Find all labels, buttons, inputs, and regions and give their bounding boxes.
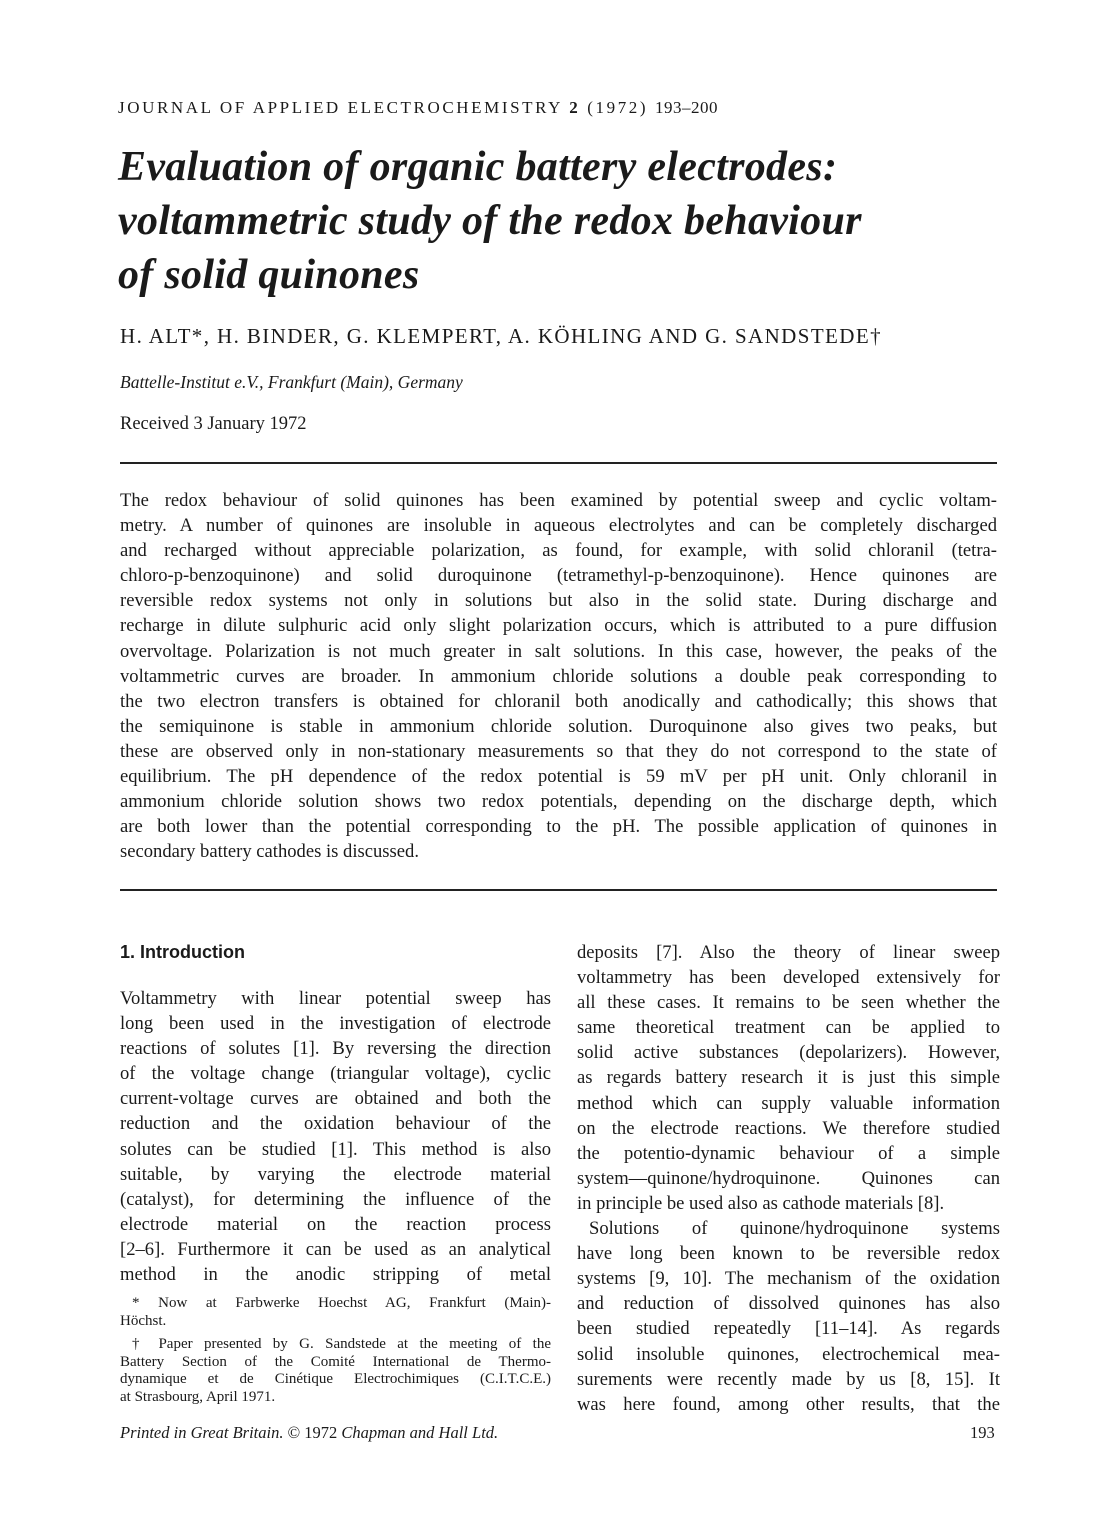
body-line: on the electrode reactions. We therefore studied [577, 1117, 1000, 1139]
printed-notice [120, 1423, 498, 1443]
body-line: reduction and the oxidation behaviour of the [120, 1113, 551, 1135]
body-line: reactions of solutes [1]. By reversing the direction [120, 1038, 551, 1060]
footnotes [120, 1295, 551, 1406]
footnote-line: at Strasbourg, April 1971. [120, 1388, 276, 1405]
body-line: solid active substances (depolarizers). However, [577, 1042, 1000, 1064]
abstract-line: reversible redox systems not only in solutions but also in the solid state. During discharge and [120, 590, 997, 612]
body-line: was here found, among other results, that the [577, 1393, 1000, 1415]
footnote-line: * Now at Farbwerke Hoechst AG, Frankfurt (Main)- [132, 1295, 551, 1312]
body-line: have long been known to be reversible redox [577, 1243, 1000, 1265]
abstract-line: voltammetric curves are broader. In ammonium chloride solutions a double peak corresponding to [120, 665, 997, 687]
body-line: same theoretical treatment can be applied to [577, 1017, 1000, 1039]
footnote-line: Battery Section of the Comité International de Thermo- [120, 1353, 551, 1370]
body-line: solutes can be studied [1]. This method is also [120, 1138, 551, 1160]
body-line: deposits [7]. Also the theory of linear sweep [577, 942, 1000, 963]
abstract-line: The redox behaviour of solid quinones has been examined by potential sweep and cyclic voltam- [120, 490, 997, 511]
abstract-line: ammonium chloride solution shows two redox potentials, depending on the discharge depth, which [120, 791, 997, 813]
left-column [120, 940, 551, 1412]
abstract-line: metry. A number of quinones are insoluble in aqueous electrolytes and can be completely discharged [120, 515, 997, 537]
printed-location: Printed in Great Britain. [120, 1423, 284, 1442]
body-line: voltammetry has been developed extensively for [577, 967, 1000, 989]
body-line: Voltammetry with linear potential sweep has [120, 988, 551, 1009]
title-line: of solid quinones [118, 252, 420, 298]
abstract-bottom-rule [120, 889, 997, 891]
author-list: H. ALT*, H. BINDER, G. KLEMPERT, A. KÖHLING AND G. SANDSTEDE† [120, 324, 882, 348]
body-line: method in the anodic stripping of metal [120, 1264, 551, 1286]
abstract-line: overvoltage. Polarization is not much greater in salt solutions. In this case, however, the peaks of the [120, 640, 997, 662]
body-line: and reduction of dissolved quinones has also [577, 1293, 1000, 1315]
journal-name: JOURNAL OF APPLIED ELECTROCHEMISTRY [118, 98, 563, 117]
abstract-line: are both lower than the potential corresponding to the pH. The possible application of quinones in [120, 816, 997, 838]
body-line: in principle be used also as cathode materials [8]. [577, 1192, 945, 1214]
body-line: systems [9, 10]. The mechanism of the oxidation [577, 1268, 1000, 1290]
abstract-line: these are observed only in non-stationary measurements so that they do not correspond to the state of [120, 740, 997, 762]
abstract-line: the two electron transfers is obtained for chloranil both anodically and cathodically; this shows that [120, 690, 997, 712]
body-line: all these cases. It remains to be seen whether the [577, 992, 1000, 1014]
body-line: system—quinone/hydroquinone. Quinones can [577, 1167, 1000, 1189]
abstract-line: and recharged without appreciable polarization, as found, for example, with solid chloranil (tetra- [120, 540, 997, 562]
title-line: voltammetric study of the redox behaviour [118, 198, 862, 244]
page-number: 193 [970, 1423, 995, 1442]
body-line: of the voltage change (triangular voltage), cyclic [120, 1063, 551, 1085]
footnote-author-affiliation [120, 1295, 551, 1330]
journal-header [118, 98, 718, 118]
body-line: (catalyst), for determining the influence of the [120, 1188, 551, 1210]
body-line: long been used in the investigation of electrode [120, 1013, 551, 1035]
abstract-top-rule [120, 462, 997, 464]
section-heading: 1. Introduction [120, 942, 245, 962]
title-line: Evaluation of organic battery electrodes: [118, 144, 838, 190]
journal-pages: 193–200 [655, 98, 719, 117]
body-line: Solutions of quinone/hydroquinone systems [589, 1218, 1000, 1240]
body-line: as regards battery research it is just this simple [577, 1067, 1000, 1089]
journal-volume: 2 [569, 98, 581, 117]
intro-paragraph-2 [577, 1216, 1000, 1417]
intro-paragraph [120, 986, 551, 1287]
footnote-line: Höchst. [120, 1312, 167, 1329]
intro-paragraph-continued [577, 940, 1000, 1216]
body-line: solid insoluble quinones, electrochemical mea- [577, 1343, 1000, 1365]
received-date: Received 3 January 1972 [120, 414, 307, 434]
body-line: been studied repeatedly [11–14]. As regards [577, 1318, 1000, 1340]
footnote-presentation [120, 1336, 551, 1406]
abstract-line: the semiquinone is stable in ammonium chloride solution. Duroquinone also gives two peaks, but [120, 715, 997, 737]
article-title [118, 140, 1018, 302]
body-line: surements were recently made by us [8, 15]. It [577, 1368, 1000, 1390]
abstract-line: equilibrium. The pH dependence of the redox potential is 59 mV per pH unit. Only chloranil in [120, 766, 997, 788]
abstract [120, 488, 997, 864]
body-line: electrode material on the reaction process [120, 1213, 551, 1235]
publisher: Chapman and Hall Ltd. [341, 1423, 499, 1442]
body-line: current-voltage curves are obtained and both the [120, 1088, 551, 1110]
affiliation: Battelle-Institut e.V., Frankfurt (Main), Germany [120, 372, 463, 392]
abstract-line: chloro-p-benzoquinone) and solid duroquinone (tetramethyl-p-benzoquinone). Hence quinones are [120, 565, 997, 587]
right-column [577, 940, 1000, 1417]
body-line: [2–6]. Furthermore it can be used as an analytical [120, 1238, 551, 1260]
journal-year: (1972) [587, 98, 649, 117]
body-line: the potentio-dynamic behaviour of a simple [577, 1142, 1000, 1164]
abstract-line: secondary battery cathodes is discussed. [120, 841, 419, 863]
body-line: method which can supply valuable information [577, 1092, 1000, 1114]
body-line: suitable, by varying the electrode material [120, 1163, 551, 1185]
abstract-line: recharge in dilute sulphuric acid only slight polarization occurs, which is attributed to a pure diffusion [120, 615, 997, 637]
footnote-line: † Paper presented by G. Sandstede at the meeting of the [132, 1336, 551, 1353]
copyright-year: © 1972 [287, 1423, 338, 1442]
footnote-line: dynamique et de Cinétique Electrochimiques (C.I.T.C.E.) [120, 1371, 551, 1388]
